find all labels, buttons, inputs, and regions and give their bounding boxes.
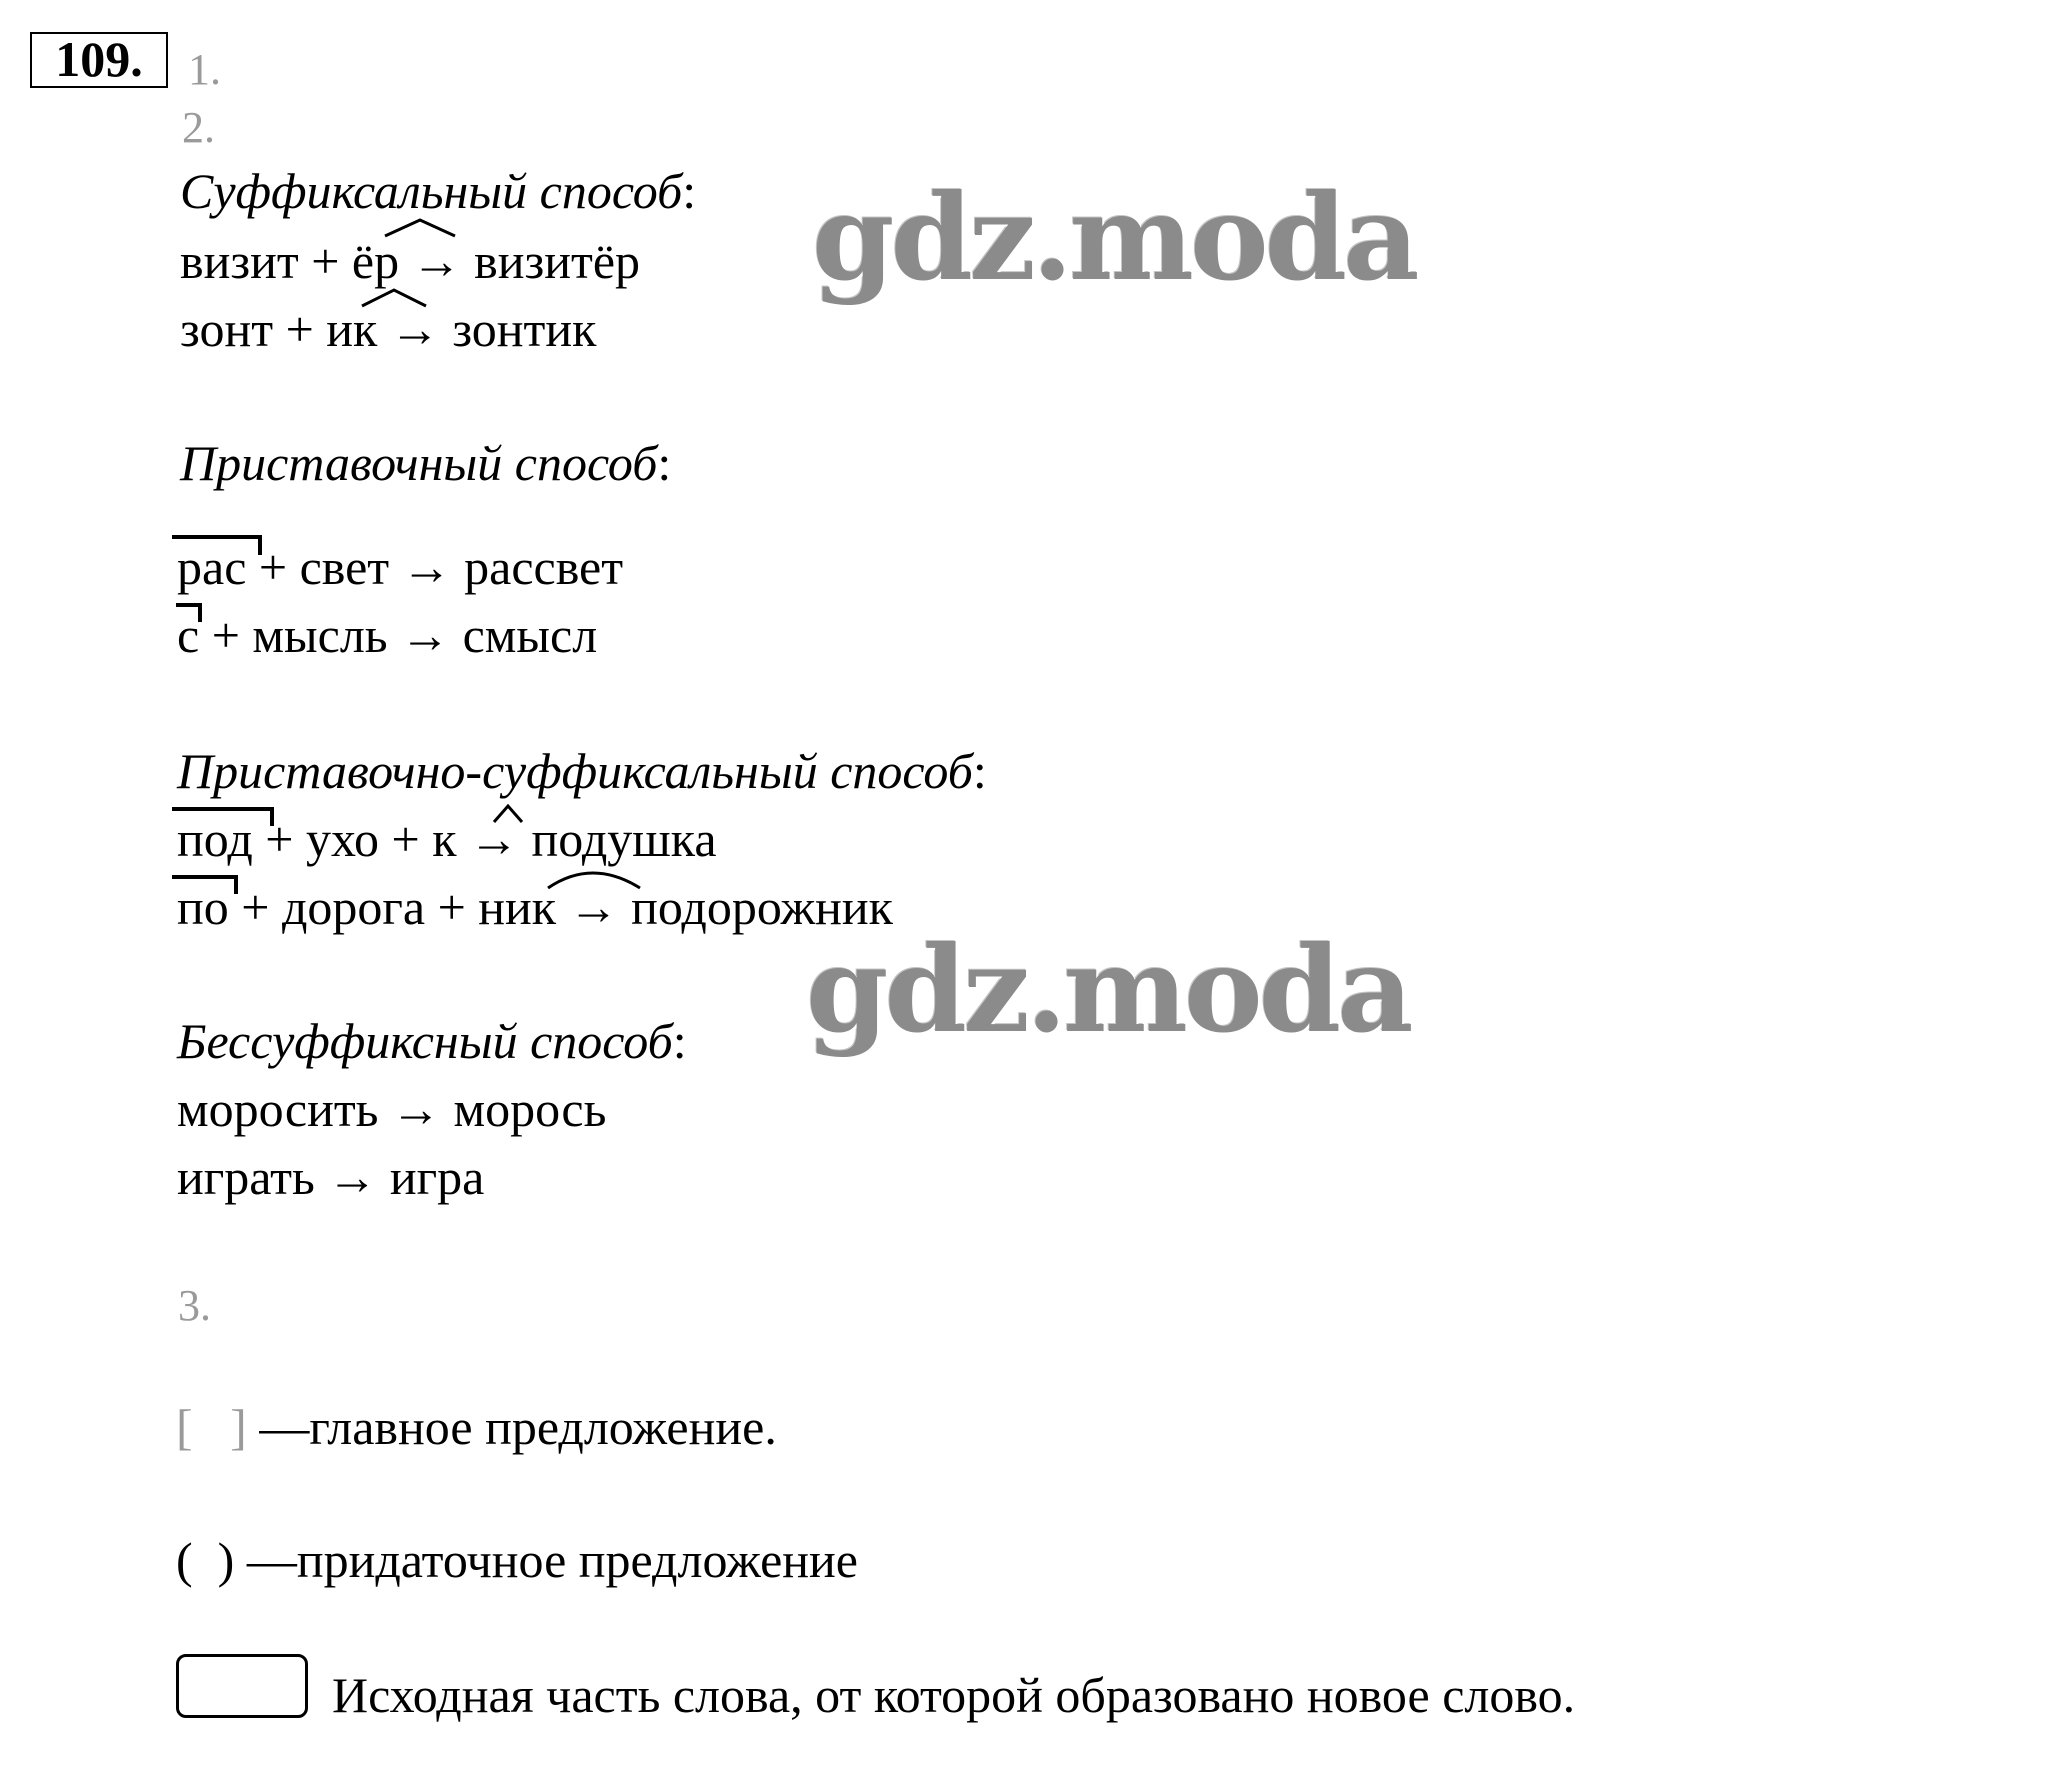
- suffix-heading: [180, 163, 697, 219]
- suffix-example-2: зонт + ик → зонтик: [180, 301, 597, 357]
- sub-clause-text: —придаточное предложение: [246, 1532, 858, 1588]
- nonsuffix-example-1: моросить → морось: [177, 1081, 607, 1137]
- prefix-heading: [180, 435, 672, 491]
- legend-main-clause: [176, 1399, 777, 1455]
- item-number-3: 3.: [178, 1281, 211, 1330]
- prefix-suffix-heading: [177, 743, 987, 799]
- watermark-top: gdz.moda: [812, 168, 1416, 307]
- prefix-suffix-example-1: под + ухо + к → подушка: [177, 811, 717, 867]
- legend-subordinate-clause: [176, 1532, 858, 1588]
- base-word-symbol: [176, 1654, 308, 1718]
- task-number-box: 109.: [30, 32, 168, 88]
- prefix-example-2: с + мысль → смысл: [177, 607, 598, 663]
- nonsuffix-heading-text: Бессуффиксный способ: [177, 1013, 673, 1069]
- suffix-example-1: визит + ёр → визитёр: [180, 233, 641, 289]
- prefix-suffix-heading-colon: :: [972, 743, 987, 799]
- prefix-suffix-example-2: по + дорога + ник → подорожник: [177, 879, 893, 935]
- prefix-heading-colon: :: [657, 435, 672, 491]
- item-number-1: 1.: [188, 45, 221, 94]
- suffix-heading-text: Суффиксальный способ: [180, 163, 683, 219]
- base-word-text: Исходная часть слова, от которой образовано новое слово.: [332, 1667, 1576, 1723]
- main-clause-symbol: [ ]: [176, 1399, 247, 1455]
- prefix-heading-text: Приставочный способ: [180, 435, 658, 491]
- prefix-suffix-heading-text: Приставочно-суффиксальный способ: [177, 743, 973, 799]
- sub-clause-symbol: ( ): [176, 1532, 235, 1588]
- nonsuffix-heading: [177, 1013, 687, 1069]
- main-clause-text: —главное предложение.: [259, 1399, 777, 1455]
- suffix-heading-colon: :: [682, 163, 697, 219]
- watermark-middle: gdz.moda: [806, 920, 1410, 1059]
- nonsuffix-heading-colon: :: [672, 1013, 687, 1069]
- nonsuffix-example-2: играть → игра: [177, 1149, 485, 1205]
- item-number-2: 2.: [182, 103, 215, 152]
- prefix-example-1: рас + свет → рассвет: [177, 539, 624, 595]
